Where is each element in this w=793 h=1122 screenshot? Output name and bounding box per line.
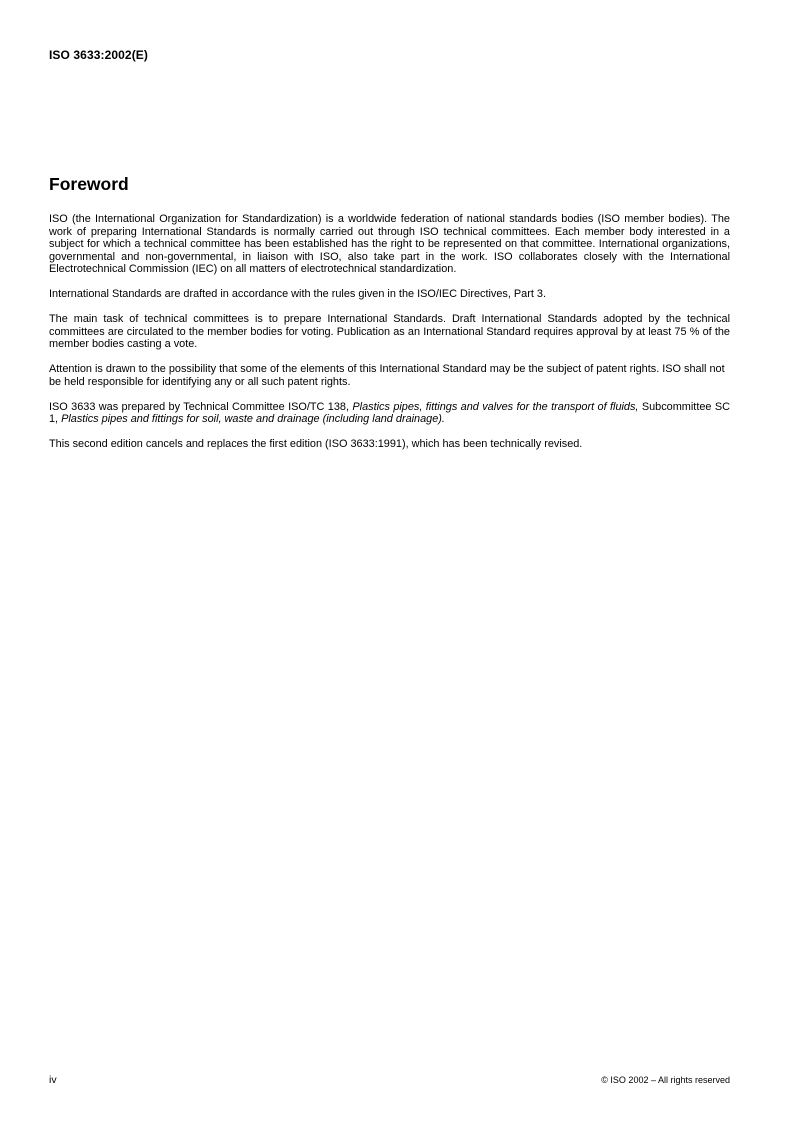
paragraph-patent-rights: Attention is drawn to the possibility that some of the elements of this International Standard may be the subject of patent rights. ISO shall not be held responsible for identifying any or all such patent rights.	[49, 363, 725, 388]
paragraph-directives: International Standards are drafted in accordance with the rules given in the ISO/IEC Directives, Part 3.	[49, 288, 546, 300]
page-title: Foreword	[49, 174, 129, 194]
paragraph-prepared-by	[49, 401, 730, 426]
paragraph-edition-note: This second edition cancels and replaces the first edition (ISO 3633:1991), which has been technically revised.	[49, 438, 583, 450]
subcommittee-title: Plastics pipes and fittings for soil, waste and drainage (including land drainage).	[61, 413, 445, 425]
subcommittee-text: Subcommittee SC 1,	[49, 400, 730, 425]
paragraph-technical-committees: The main task of technical committees is to prepare International Standards. Draft International Standards adopted by the technical committees are circulated to the member bodies for voting. Publication as an International Standard requires approval by at least 75 % of the member bodies casting a vote.	[49, 313, 730, 350]
copyright-notice: © ISO 2002 – All rights reserved	[601, 1075, 730, 1085]
committee-title: Plastics pipes, fittings and valves for the transport of fluids,	[352, 400, 639, 413]
prepared-by-text: ISO 3633 was prepared by Technical Committee ISO/TC 138,	[49, 400, 353, 413]
foreword-body	[49, 213, 730, 463]
page-number: iv	[49, 1074, 57, 1086]
document-id-header: ISO 3633:2002(E)	[49, 48, 148, 62]
paragraph-iso-overview: ISO (the International Organization for Standardization) is a worldwide federation of national standards bodies (ISO member bodies). The work of preparing International Standards is normally carried out through ISO technical committees. Each member body interested in a subject for which a technical committee has been established has the right to be represented on that committee. International organizations, governmental and non-governmental, in liaison with ISO, also take part in the work. ISO collaborates closely with the International Electrotechnical Commission (IEC) on all matters of electrotechnical standardization.	[49, 213, 730, 275]
